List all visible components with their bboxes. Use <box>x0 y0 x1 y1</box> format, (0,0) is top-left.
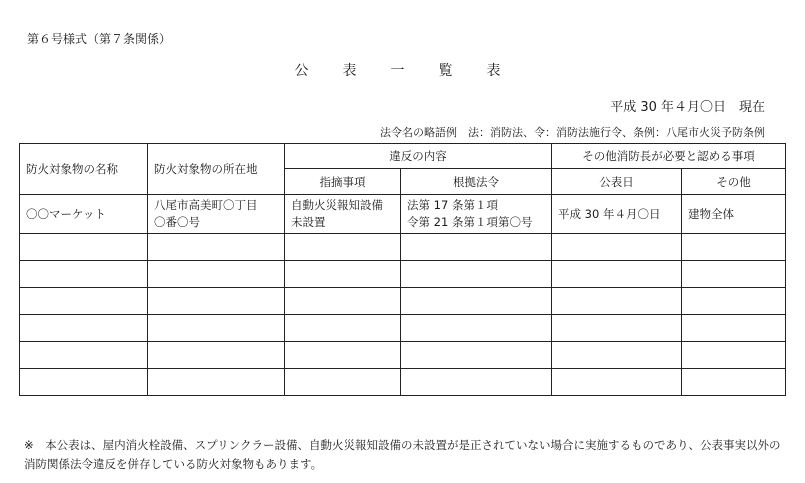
table-row <box>20 195 786 234</box>
table-row <box>20 369 786 396</box>
footnote: ※ 本公表は、屋内消火栓設備、スプリンクラー設備、自動火災報知設備の未設置が是正されていない場合に実施するものであり、公表事実以外の消防関係法令違反を併存している防火対象物もあります。 <box>24 438 781 471</box>
document-title: 公 表 一 覧 表 <box>294 63 511 79</box>
table-row <box>20 234 786 261</box>
cell-location <box>148 195 285 234</box>
header-location: 防火対象物の所在地 <box>148 144 285 195</box>
table-row <box>20 288 786 315</box>
cell-points-line: 自動火災報知設備 <box>291 198 383 212</box>
as-of-date: 平成 30 年４月〇日 現在 <box>610 100 765 115</box>
header-name: 防火対象物の名称 <box>20 144 148 195</box>
cell-publish-date: 平成 30 年４月〇日 <box>552 195 682 234</box>
table-row <box>20 261 786 288</box>
table-row <box>20 342 786 369</box>
table-row <box>20 315 786 342</box>
cell-basis-line: 令第 21 条第１項第〇号 <box>407 215 533 229</box>
header-points: 指摘事項 <box>285 169 401 195</box>
cell-points-line: 未設置 <box>291 215 326 229</box>
cell-basis-line: 法第 17 条第１項 <box>407 198 498 212</box>
cell-points <box>285 195 401 234</box>
header-publish-date: 公表日 <box>552 169 682 195</box>
cell-legal-basis <box>401 195 552 234</box>
header-legal-basis: 根拠法令 <box>401 169 552 195</box>
form-label: 第６号様式（第７条関係） <box>27 32 172 46</box>
header-chief-items: その他消防長が必要と認める事項 <box>552 144 786 169</box>
cell-location-line: 八尾市高美町〇丁目 <box>154 198 258 212</box>
abbreviation-note: 法令名の略語例 法：消防法、令：消防法施行令、条例：八尾市火災予防条例 <box>380 126 765 139</box>
cell-name: 〇〇マーケット <box>20 195 148 234</box>
header-other: その他 <box>682 169 786 195</box>
publication-table <box>19 143 786 396</box>
cell-location-line: 〇番〇号 <box>154 215 200 229</box>
header-violation: 違反の内容 <box>285 144 552 169</box>
cell-other: 建物全体 <box>682 195 786 234</box>
